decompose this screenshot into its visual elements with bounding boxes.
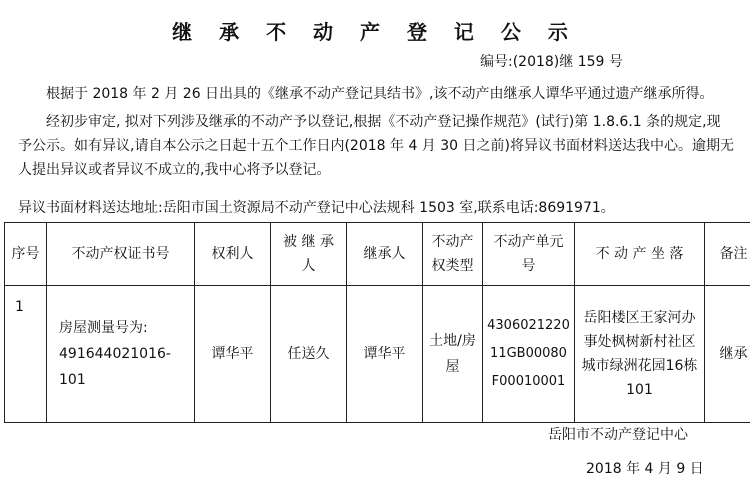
registration-table	[4, 222, 750, 423]
cell-cert	[47, 286, 195, 423]
table-row	[5, 286, 750, 423]
table-header-row	[5, 223, 750, 286]
document-number: 编号:(2018)继 159 号	[480, 54, 623, 70]
header-unit: 不动产单元号	[483, 223, 575, 286]
cell-unit: 430602122011GB00080F00010001	[483, 286, 575, 423]
header-heir: 继承人	[347, 223, 423, 286]
cell-heir: 谭华平	[347, 286, 423, 423]
header-remark: 备注	[705, 223, 750, 286]
header-type: 不动产权类型	[423, 223, 483, 286]
paragraph-address: 异议书面材料送达地址:岳阳市国土资源局不动产登记中心法规科 1503 室,联系电话:8691971。	[18, 200, 615, 216]
cell-heir-from: 任送久	[271, 286, 347, 423]
header-seq: 序号	[5, 223, 47, 286]
header-owner: 权利人	[195, 223, 271, 286]
header-location: 不 动 产 坐 落	[575, 223, 705, 286]
cell-owner: 谭华平	[195, 286, 271, 423]
paragraph-basis: 根据于 2018 年 2 月 26 日出具的《继承不动产登记具结书》,该不动产由继承人谭华平通过遗产继承所得。	[46, 86, 714, 102]
header-cert: 不动产权证书号	[47, 223, 195, 286]
issuing-organization: 岳阳市不动产登记中心	[548, 427, 688, 443]
cert-number: 491644021016-101	[59, 346, 171, 388]
cell-location: 岳阳楼区王家河办事处枫树新村社区城市绿洲花园16栋101	[575, 286, 705, 423]
cell-remark: 继承	[705, 286, 750, 423]
notice-title: 继 承 不 动 产 登 记 公 示	[172, 20, 578, 44]
paragraph-review: 经初步审定, 拟对下列涉及继承的不动产予以登记,根据《不动产登记操作规范》(试行)第 1.8.6.1 条的规定,现予公示。如有异议,请自本公示之日起十五个工作日内(2018 年 4 月 30 日之前)将异议书面材料送达我中心。逾期无人提出异议或者异议不成立的,我中心将予以登记。	[18, 114, 734, 178]
header-heir-from: 被 继 承 人	[271, 223, 347, 286]
cell-type: 土地/房屋	[423, 286, 483, 423]
cell-seq: 1	[5, 286, 47, 423]
cert-label: 房屋测量号为:	[59, 320, 148, 336]
issue-date: 2018 年 4 月 9 日	[586, 461, 704, 477]
